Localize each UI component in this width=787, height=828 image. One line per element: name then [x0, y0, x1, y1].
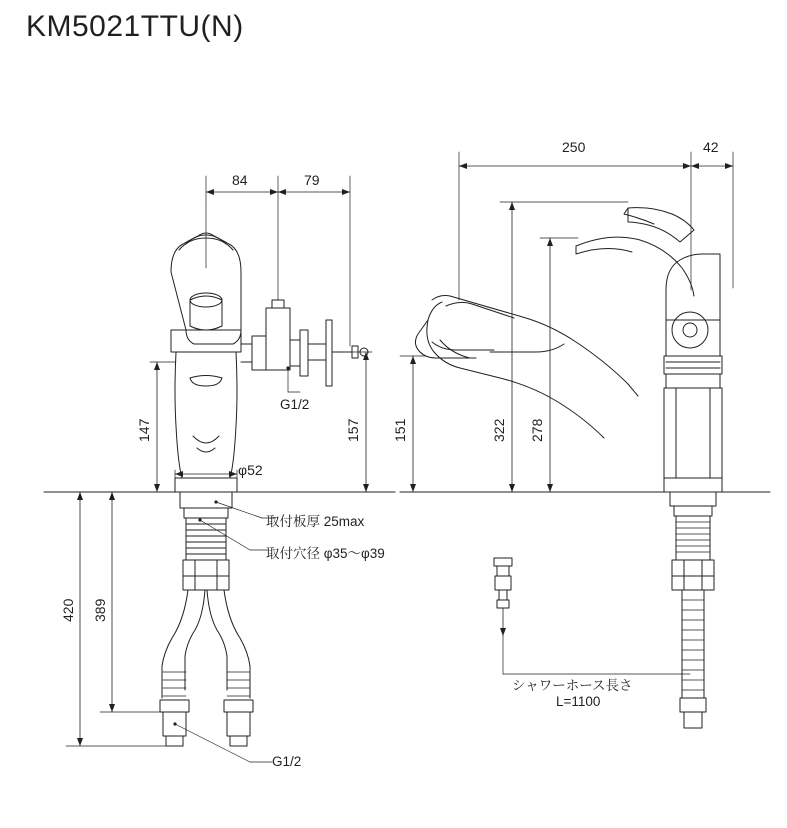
dim-front-height-left: 147: [136, 418, 152, 442]
dim-front-below-outer: 420: [60, 598, 76, 622]
callout-hose-length-line1: シャワーホース長さ: [512, 678, 633, 693]
dim-front-height-right: 157: [345, 418, 361, 442]
dim-front-top-left: 84: [232, 172, 248, 188]
dim-side-height-total: 322: [491, 418, 507, 442]
callout-hose-length-line2: L=1100: [556, 694, 601, 709]
dim-front-diameter: φ52: [238, 462, 263, 478]
dim-side-top-width: 250: [562, 139, 586, 155]
dim-front-top-right: 79: [304, 172, 320, 188]
dim-front-height-outer: 151: [392, 418, 408, 442]
dim-side-height-inner: 278: [529, 418, 545, 442]
callout-plate-thickness: 取付板厚 25max: [266, 514, 365, 529]
page-title: KM5021TTU(N): [26, 10, 244, 43]
callout-hole-diameter: 取付穴径 φ35〜φ39: [266, 546, 385, 561]
dim-front-below-inner: 389: [92, 598, 108, 622]
dim-side-top-right-width: 42: [703, 139, 719, 155]
callout-thread-lower: G1/2: [272, 754, 302, 769]
callout-thread-upper: G1/2: [280, 397, 310, 412]
